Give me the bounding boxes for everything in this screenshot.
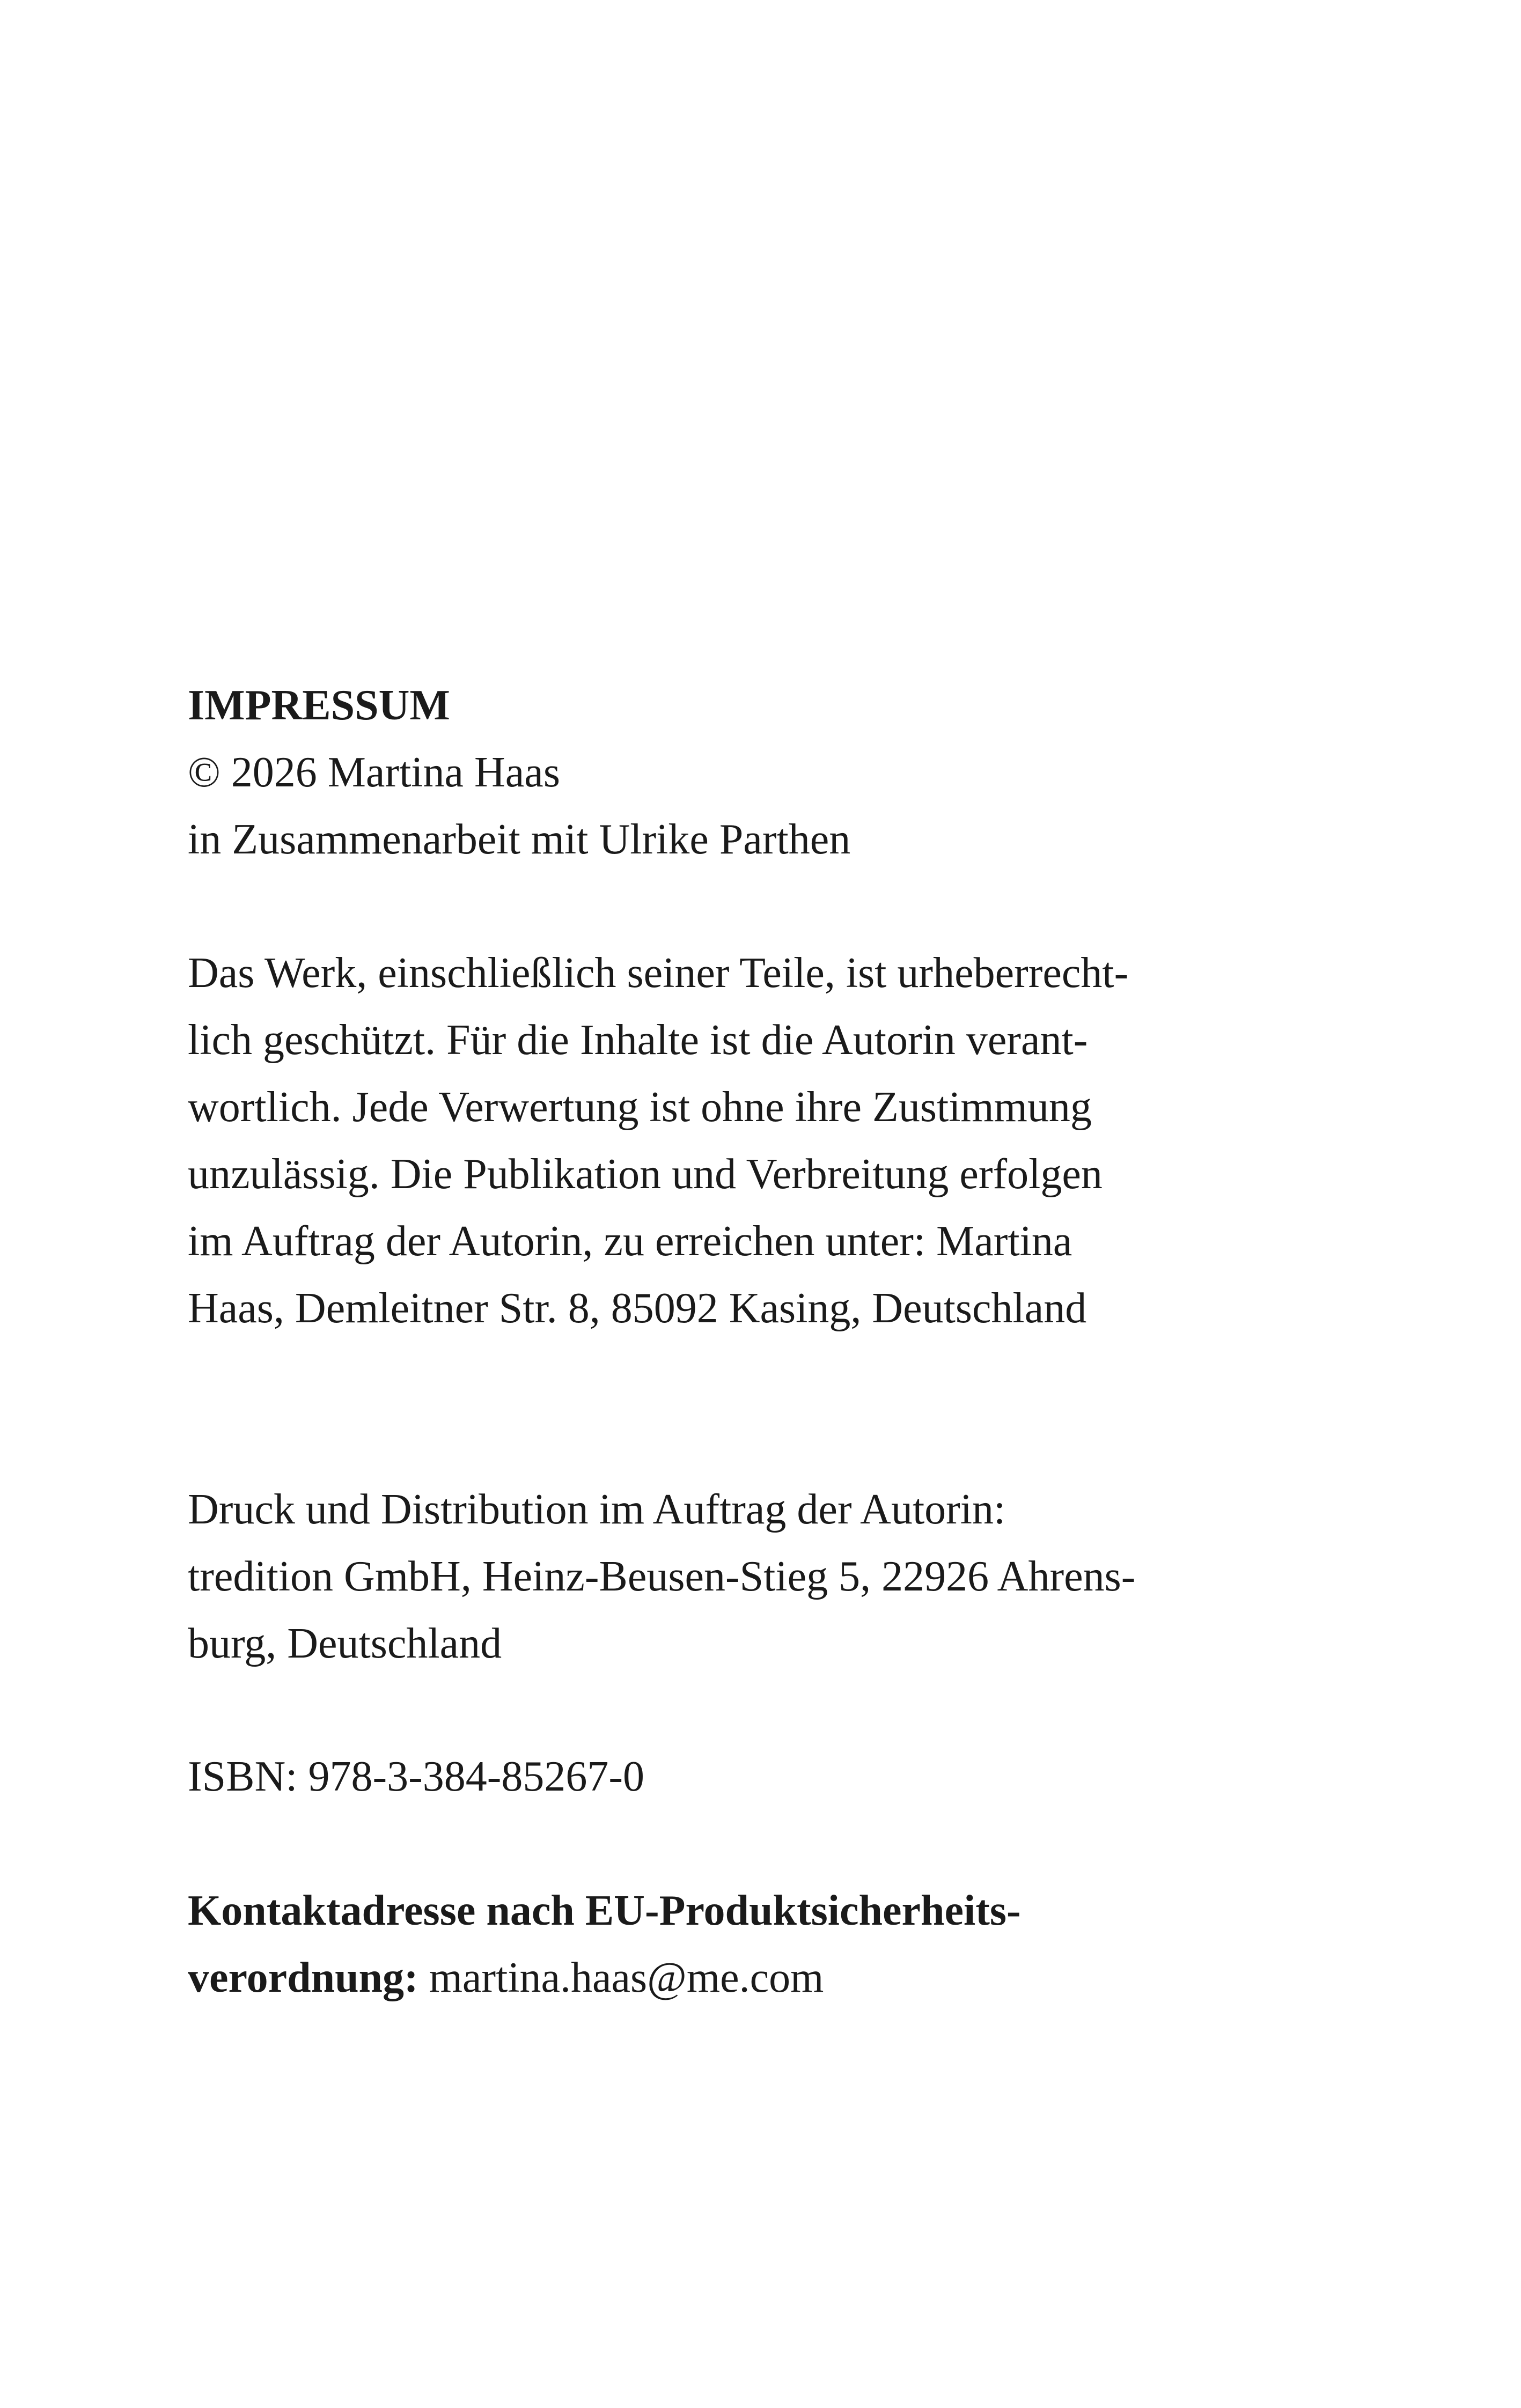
- contact-label-line1: Kontaktadresse nach EU-Produktsicherheits-: [188, 1887, 1021, 1934]
- isbn-line: ISBN: 978-3-384-85267-0: [188, 1753, 645, 1800]
- copyright-notice-line: Das Werk, einschließlich seiner Teile, ist urheberrecht-: [188, 949, 1129, 997]
- imprint-heading: IMPRESSUM: [188, 682, 450, 729]
- contact-label-line2: verordnung:: [188, 1954, 418, 2001]
- copyright-notice-line: lich geschützt. Für die Inhalte ist die Autorin verant-: [188, 1017, 1088, 1064]
- distribution-line: tredition GmbH, Heinz-Beusen-Stieg 5, 22926 Ahrens-: [188, 1553, 1136, 1600]
- copyright-line: © 2026 Martina Haas: [188, 749, 560, 796]
- copyright-notice-line: im Auftrag der Autorin, zu erreichen unter: Martina: [188, 1218, 1072, 1265]
- isbn-section: [188, 1743, 1341, 1810]
- contact-line2: [188, 1945, 1341, 2012]
- distribution-line: burg, Deutschland: [188, 1620, 502, 1667]
- contact-section: [188, 1877, 1341, 2012]
- imprint-header: [188, 672, 1341, 873]
- distribution-notice: [188, 1476, 1341, 1677]
- copyright-notice-line: wortlich. Jede Verwertung ist ohne ihre Zustimmung: [188, 1084, 1092, 1131]
- copyright-notice-line: unzulässig. Die Publikation und Verbreitung erfolgen: [188, 1151, 1103, 1198]
- distribution-line: Druck und Distribution im Auftrag der Autorin:: [188, 1486, 1006, 1533]
- copyright-notice: [188, 940, 1341, 1342]
- collaboration-line: in Zusammenarbeit mit Ulrike Parthen: [188, 816, 851, 863]
- contact-email: martina.haas@me.com: [429, 1954, 824, 2001]
- copyright-notice-line: Haas, Demleitner Str. 8, 85092 Kasing, Deutschland: [188, 1285, 1087, 1332]
